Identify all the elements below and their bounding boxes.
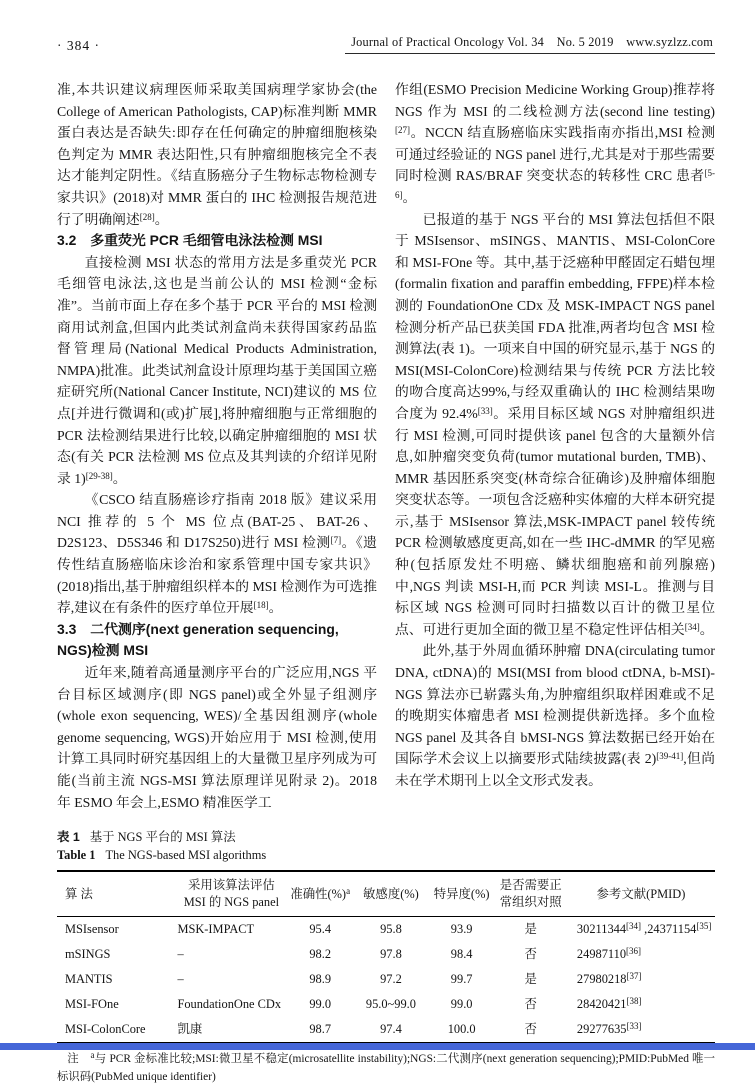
paragraph: 近年来,随着高通量测序平台的广泛应用,NGS 平台目标区域测序(即 NGS panel)或全外显子组测序(whole exon sequencing, WES)/全基因组测序(whole genome sequencing, WGS)开始应用于 MSI 检测,使用计算工具同时研究基因组上的大量微卫星序列成为可能(当前主流 NGS-MSI 算法原理详见附录 2)。2018 年 ESMO 年会上,ESMO 精准医学工 <box>57 665 377 810</box>
page-number: · 384 · <box>57 38 100 53</box>
section-heading: 3.2 多重荧光 PCR 毛细管电泳法检测 MSI <box>57 232 323 249</box>
table-cell: – <box>177 972 184 987</box>
bottom-accent-bar <box>0 1043 755 1050</box>
table-cell: MSI-ColonCore <box>65 1022 146 1037</box>
table-cell: MSIsensor <box>65 922 119 937</box>
table-cell: 95.0~99.0 <box>365 997 416 1012</box>
table-row <box>57 992 715 1017</box>
table-footnote: 注 $^a$与 PCR 金标准比较;MSI:微卫星不稳定(microsatellite instability);NGS:二代测序(next generation sequencing);PMID:PubMed 唯一标识码(PubMed unique identifier) <box>57 1050 715 1083</box>
table-caption-zh-label: 表 1 <box>57 830 80 845</box>
table-cell: 否 <box>524 1022 537 1037</box>
table-cell: 28420421[38] <box>576 996 642 1012</box>
table-cell: MANTIS <box>65 972 113 987</box>
table-cell: 否 <box>524 997 537 1012</box>
paragraph: 作组(ESMO Precision Medicine Working Group)推荐将 NGS 作为 MSI 的二线检测方法(second line testing)[27]。NCCN 结直肠癌临床实践指南亦指出,MSI 检测可通过经验证的 NGS panel 进行,尤其是对于那些需要同时检测 RAS/BRAF 突变状态的转移性 CRC 患者[5-6]。 <box>395 82 715 205</box>
table-cell: 95.8 <box>380 922 402 937</box>
column-left <box>57 79 377 813</box>
column-header: 是否需要正 常组织对照 <box>499 878 562 910</box>
column-header: 特异度(%) <box>433 886 490 901</box>
table-cell: 100.0 <box>447 1022 476 1037</box>
table-cell: 97.8 <box>380 947 402 962</box>
table-row <box>57 967 715 992</box>
table-cell: 30211344[34] ,24371154[35] <box>576 921 712 937</box>
paragraph: 准,本共识建议病理医师采取美国病理学家协会(the College of American Pathologists, CAP)标准判断 MMR 蛋白表达是否缺失:即存在任何确定的肿瘤细胞核染色判定为 MMR 表达阳性,只有肿瘤细胞核完全不表达才能判定阴性。《结直肠癌分子生物标志物检测专家共识》(2018)对 MMR 蛋白的 IHC 检测报告规范进行了明确阐述[28]。 <box>57 82 377 227</box>
table-cell: 93.9 <box>450 922 473 937</box>
table-cell: 27980218[37] <box>576 971 642 987</box>
paragraph: 此外,基于外周血循环肿瘤 DNA(circulating tumor DNA, ctDNA)的 MSI(MSI from blood ctDNA, b-MSI)-NGS 算法亦已崭露头角,为肿瘤组织取样困难或不足的晚期实体瘤患者 MSI 检测提供新选择。多个血检 NGS panel 及其各自 bMSI-NGS 算法数据已经开始在国际学术会议上以摘要形式陆续披露(表 2)[39-41],但尚未在学术期刊上以全文形式发表。 <box>395 643 715 788</box>
column-header: 采用该算法评估 MSI 的 NGS panel <box>183 878 280 910</box>
table-cell: 否 <box>524 947 537 962</box>
table-cell: 99.0 <box>450 997 473 1012</box>
table-body <box>57 917 715 1044</box>
table-row <box>57 1017 715 1043</box>
table-cell: FoundationOne CDx <box>177 997 282 1012</box>
table-cell: 凯康 <box>177 1022 203 1037</box>
table-row <box>57 917 715 943</box>
table-cell: 是 <box>524 972 537 987</box>
column-header: 准确性(%)$^a$ <box>290 885 351 901</box>
section-heading: 3.3 二代测序(next generation sequencing, NGS)检测 MSI <box>57 620 339 659</box>
table-cell: 29277635[33] <box>576 1021 642 1037</box>
paragraph: 已报道的基于 NGS 平台的 MSI 算法包括但不限于 MSIsensor、mSINGS、MANTIS、MSI-ColonCore 和 MSI-FOne 等。其中,基于泛癌种甲醛固定石蜡包埋(formalin fixation and paraffin embedding, FFPE)样本检测的 FoundationOne CDx 及 MSK-IMPACT NGS panel 检测分析产品已获美国 FDA 批准,两者均包含 MSI 检测算法(表 1)。一项来自中国的研究显示,基于 NGS 的 MSI(MSI-ColonCore)检测结果与传统 PCR 方法比较的吻合度高达99%,与经双重确认的 IHC 检测结果吻合度为 92.4%[33]。采用目标区域 NGS 对肿瘤组织进行 MSI 检测,可同时提供该 panel 包含的大量额外信息,如肿瘤突变负荷(tumor mutational burden, TMB)、MMR 基因胚系突变(林奇综合征确诊)及肿瘤体细胞突变状态等。一项包含泛癌种实体瘤的大样本研究提示,基于 MSIsensor 算法,MSK-IMPACT panel 较传统 PCR 检测敏感度更高,如在一些 IHC-dMMR 的罕见癌种(包括原发灶不明癌、鳞状细胞癌和前列腺癌)中,NGS 判读 MSI-H,而 PCR 判读 MSI-L。推测与目标区域 NGS 检测可同时扫描数以百计的微卫星位点、可进行更加全面的微卫星不稳定性评估相关[34]。 <box>395 211 716 637</box>
paragraph: 直接检测 MSI 状态的常用方法是多重荧光 PCR 毛细管电泳法,这也是当前公认的 MSI 检测“金标准”。当前市面上存在多个基于 PCR 平台的 MSI 检测商用试剂盒,但国内此类试剂盒尚未获得国家药品监督管理局(National Medical Products Administration, NMPA)批准。此类试剂盒设计原理均基于美国国立癌症研究所(National Cancer Institute, NCI)建议的 MS 位点[并进行微调和(或)扩展],将肿瘤细胞与正常细胞的 PCR 法检测结果进行比较,以确定肿瘤细胞的 MSI 状态(有关 PCR 法检测 MS 位点及其判读的介绍详见附录 1)[29-38]。 <box>57 254 377 486</box>
table-row <box>57 942 715 967</box>
table-cell: 98.7 <box>309 1022 332 1037</box>
table-caption-en-label: Table 1 <box>57 848 96 863</box>
table-cell: 是 <box>524 922 537 937</box>
table-cell: 97.4 <box>380 1022 402 1037</box>
table-cell: 98.4 <box>450 947 473 962</box>
table-cell: MSK-IMPACT <box>177 922 255 937</box>
table-cell: mSINGS <box>65 947 111 962</box>
table-cell: 95.4 <box>309 922 332 937</box>
column-header: 敏感度(%) <box>363 886 419 901</box>
table-caption-zh <box>57 827 715 845</box>
column-right <box>395 79 715 813</box>
table-cell: 98.2 <box>309 947 332 962</box>
column-header: 算 法 <box>65 886 93 901</box>
table-cell: 99.0 <box>309 997 332 1012</box>
msi-algorithms-table <box>57 870 715 1044</box>
table-cell: 24987110[36] <box>576 946 642 962</box>
table-caption-en <box>57 848 715 863</box>
table-cell: MSI-FOne <box>65 997 119 1012</box>
table-cell: 99.7 <box>450 972 473 987</box>
table-cell: 98.9 <box>309 972 332 987</box>
table-caption-en-text: The NGS-based MSI algorithms <box>105 848 267 863</box>
column-header: 参考文献(PMID) <box>596 886 686 901</box>
running-head <box>57 30 715 54</box>
table-header-row <box>57 871 715 917</box>
table-cell: – <box>177 947 184 962</box>
journal-reference: Journal of Practical Oncology Vol. 34 No. 5 2019 www.syzlzz.com <box>345 35 715 54</box>
table-cell: 97.2 <box>380 972 402 987</box>
article-body <box>57 79 715 813</box>
paragraph: 《CSCO 结直肠癌诊疗指南 2018 版》建议采用 NCI 推荐的 5 个 MS 位点(BAT-25、BAT-26、D2S123、D5S346 和 D17S250)进行 MSI 检测[7]。《遗传性结直肠癌临床诊治和家系管理中国专家共识》(2018)指出,基于肿瘤组织样本的 MSI 检测作为可选推荐,建议在有条件的医疗单位开展[18]。 <box>57 492 378 616</box>
table-caption-zh-text: 基于 NGS 平台的 MSI 算法 <box>89 830 236 845</box>
